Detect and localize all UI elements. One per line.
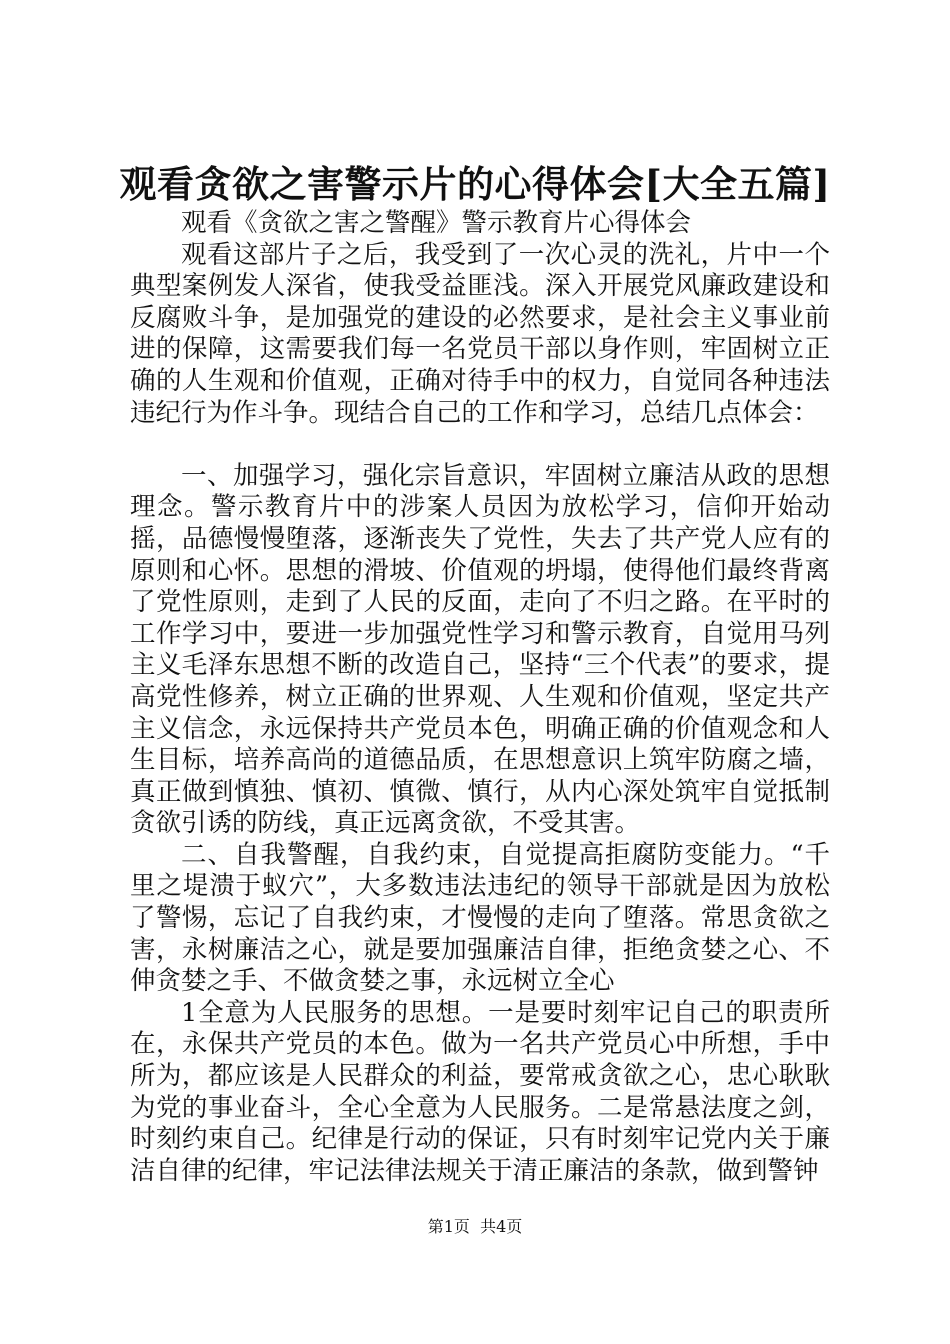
page-total: 共4页 <box>480 1217 523 1236</box>
paragraph-point-one: 一、加强学习，强化宗旨意识，牢固树立廉洁从政的思想理念。警示教育片中的涉案人员因为放松学习，信仰开始动摇，品德慢慢堕落，逐渐丧失了党性，失去了共产党人应有的原则和心怀。思想的滑坡、价值观的坍塌，使得他们最终背离了党性原则，走到了人民的反面，走向了不归之路。在平时的工作学习中，要进一步加强党性学习和警示教育，自觉用马列主义毛泽东思想不断的改造自己，坚持“三个代表”的要求，提高党性修养，树立正确的世界观、人生观和价值观，坚定共产主义信念，永远保持共产党员本色，明确正确的价值观念和人生目标，培养高尚的道德品质，在思想意识上筑牢防腐之墙，真正做到慎独、慎初、慎微、慎行，从内心深处筑牢自觉抵制贪欲引诱的防线，真正远离贪欲，不受其害。 <box>130 460 830 839</box>
page-footer <box>0 1216 950 1238</box>
paragraph-intro: 观看这部片子之后，我受到了一次心灵的洗礼，片中一个典型案例发人深省，使我受益匪浅。深入开展党风廉政建设和反腐败斗争，是加强党的建设的必然要求，是社会主义事业前进的保障，这需要我们每一名党员干部以身作则，牢固树立正确的人生观和价值观，正确对待手中的权力，自觉同各种违法违纪行为作斗争。现结合自己的工作和学习，总结几点体会： <box>130 239 830 428</box>
document-title: 观看贪欲之害警示片的心得体会[大全五篇] <box>119 162 831 206</box>
document-subtitle: 观看《贪欲之害之警醒》警示教育片心得体会 <box>181 208 692 238</box>
paragraph-continuation: 1全意为人民服务的思想。一是要时刻牢记自己的职责所在，永保共产党员的本色。做为一名共产党员心中所想，手中所为，都应该是人民群众的利益，要常戒贪欲之心，忠心耿耿为党的事业奋斗，全心全意为人民服务。二是常悬法度之剑，时刻约束自己。纪律是行动的保证，只有时刻牢记党内关于廉洁自律的纪律，牢记法律法规关于清正廉洁的条款，做到警钟 <box>130 997 830 1186</box>
paragraph-point-two: 二、自我警醒，自我约束，自觉提高拒腐防变能力。“千里之堤溃于蚁穴”，大多数违法违纪的领导干部就是因为放松了警惕，忘记了自我约束，才慢慢的走向了堕落。常思贪欲之害，永树廉洁之心，就是要加强廉洁自律，拒绝贪婪之心、不伸贪婪之手、不做贪婪之事，永远树立全心 <box>130 839 830 997</box>
document-body <box>130 208 830 1187</box>
page-number: 第1页 <box>427 1217 470 1236</box>
